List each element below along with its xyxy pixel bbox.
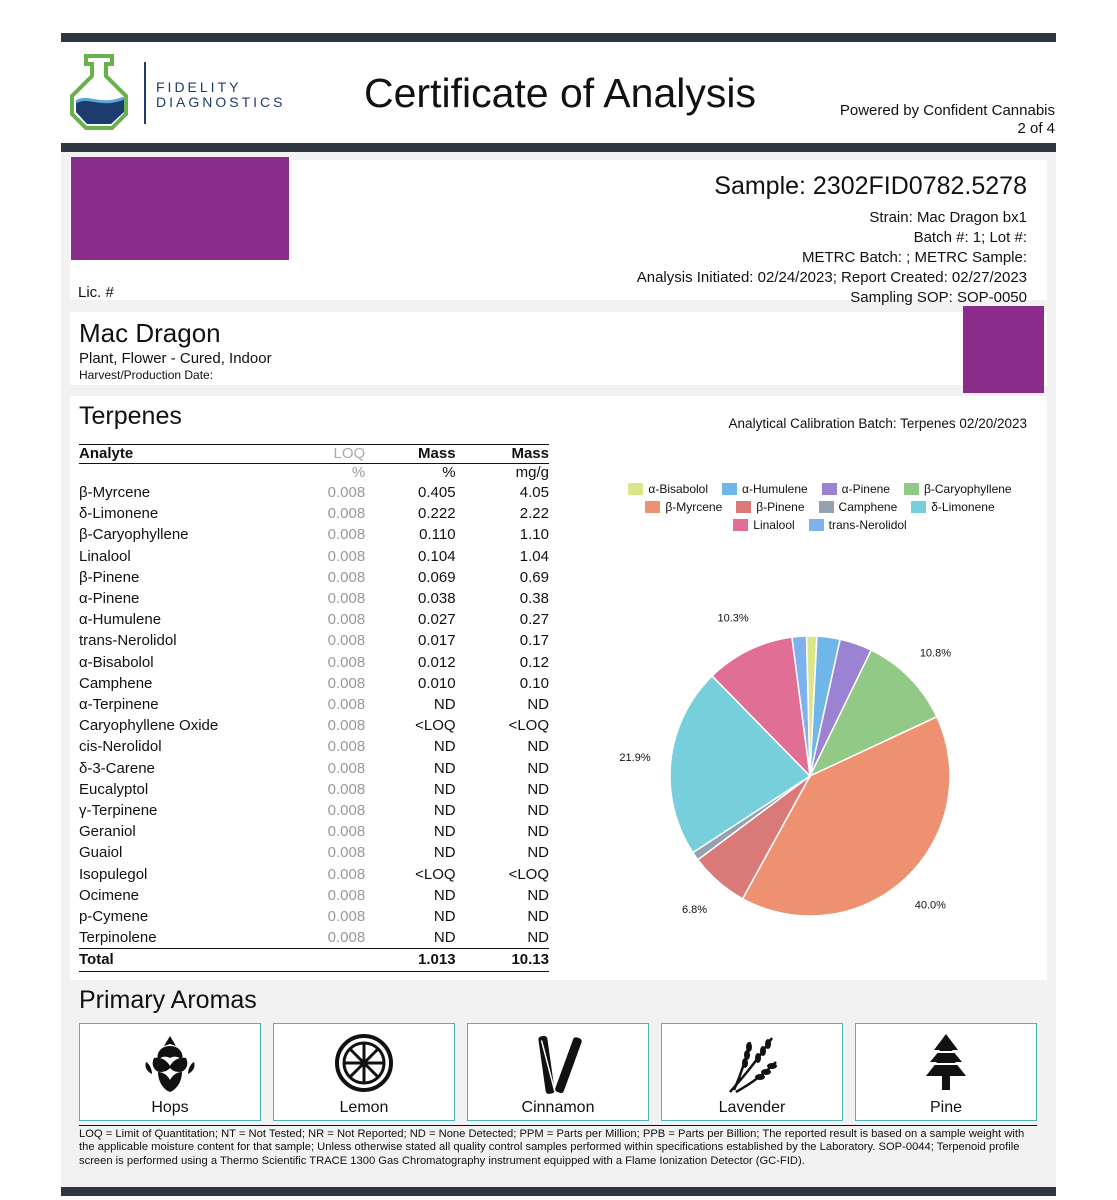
table-row (79, 715, 549, 736)
aroma-card-lavender (661, 1023, 843, 1121)
cell-mass-mgg: 0.17 (519, 632, 549, 650)
cell-mass-pct: ND (433, 823, 456, 841)
table-row (79, 864, 549, 885)
aroma-card-hops (79, 1023, 261, 1121)
cell-analyte: cis-Nerolidol (79, 738, 162, 756)
legend-row (600, 516, 1040, 534)
header-loq: LOQ (285, 445, 365, 464)
table-row (79, 842, 549, 863)
page-number: 2 of 4 (1017, 120, 1055, 137)
cell-mass-pct: 0.038 (418, 590, 456, 608)
pie-data-label: 21.9% (619, 751, 651, 764)
legend-swatch (819, 501, 834, 513)
sampling-sop: Sampling SOP: SOP-0050 (850, 289, 1027, 306)
sample-id: Sample: 2302FID0782.5278 (714, 172, 1027, 200)
logo-wordmark (156, 80, 285, 110)
cell-loq: 0.008 (327, 568, 366, 586)
cell-mass-pct: 0.104 (418, 547, 456, 565)
table-row (79, 885, 549, 906)
legend-row (600, 498, 1040, 516)
table-row (79, 736, 549, 757)
cell-analyte: Camphene (79, 674, 153, 692)
cell-loq: 0.008 (327, 526, 366, 544)
cell-mass-mgg: 0.10 (519, 674, 549, 692)
cell-loq: 0.008 (327, 717, 366, 735)
strain: Strain: Mac Dragon bx1 (869, 209, 1027, 226)
hops-icon (140, 1032, 200, 1094)
header-analyte: Analyte (79, 445, 285, 464)
bottom-bar (61, 1187, 1056, 1196)
legend-label: trans-Nerolidol (828, 518, 907, 532)
cell-mass-pct: 0.027 (418, 611, 456, 629)
header-bottom-bar (61, 143, 1056, 152)
chart-legend (600, 480, 1040, 534)
cell-mass-pct: ND (433, 844, 456, 862)
product-type: Plant, Flower - Cured, Indoor (79, 350, 272, 367)
table-row (79, 652, 549, 673)
cell-mass-mgg: 1.04 (519, 547, 549, 565)
total-analyte: Total (79, 949, 285, 971)
legend-item (911, 500, 994, 514)
table-row (79, 758, 549, 779)
cell-mass-pct: ND (433, 929, 456, 947)
legend-label: δ-Limonene (931, 500, 995, 514)
metrc: METRC Batch: ; METRC Sample: (801, 249, 1027, 266)
cell-mass-pct: 0.110 (419, 526, 456, 544)
cell-mass-mgg: ND (527, 759, 549, 777)
legend-label: α-Bisabolol (648, 482, 709, 496)
aroma-card-cinnamon (467, 1023, 649, 1121)
cell-mass-mgg: ND (527, 802, 549, 820)
legend-item (809, 518, 907, 532)
total-loq (285, 949, 365, 971)
table-row (79, 927, 549, 949)
cell-analyte: α-Humulene (79, 611, 162, 629)
terpenes-panel (70, 396, 1047, 980)
cell-loq: 0.008 (327, 505, 366, 523)
cell-mass-mgg: ND (527, 780, 549, 798)
page-title: Certificate of Analysis (364, 70, 756, 116)
cell-analyte: Geraniol (79, 823, 136, 841)
powered-by-text: Powered by Confident Cannabis (839, 102, 1055, 119)
cell-mass-pct: ND (433, 696, 456, 714)
cell-loq: 0.008 (327, 759, 366, 777)
legend-label: β-Caryophyllene (923, 482, 1012, 496)
legend-swatch (645, 501, 660, 513)
cell-loq: 0.008 (327, 908, 366, 926)
aroma-label: Lavender (718, 1099, 786, 1116)
cell-mass-pct: 0.222 (418, 505, 456, 523)
cell-loq: 0.008 (327, 611, 366, 629)
legend-label: β-Pinene (756, 500, 805, 514)
unit-mass-mgg: mg/g (515, 464, 549, 481)
legend-item (904, 482, 1012, 496)
cell-mass-pct: ND (433, 780, 456, 798)
table-row (79, 673, 549, 694)
header-mass-mgg: Mass (456, 445, 549, 464)
table-row (79, 588, 549, 609)
total-mass-mgg: 10.13 (456, 949, 549, 971)
harvest-date: Harvest/Production Date: (79, 368, 214, 382)
legend-label: Camphene (838, 500, 898, 514)
cell-loq: 0.008 (327, 929, 366, 947)
cell-mass-mgg: 4.05 (519, 484, 549, 501)
cell-analyte: β-Caryophyllene (79, 526, 189, 544)
cell-loq: 0.008 (327, 886, 366, 904)
table-row (79, 694, 549, 715)
cell-analyte: p-Cymene (79, 908, 149, 926)
cell-mass-pct: 0.017 (418, 632, 456, 650)
cell-mass-pct: 0.012 (418, 653, 456, 671)
cell-analyte: α-Terpinene (79, 696, 159, 714)
cell-mass-mgg: ND (527, 696, 549, 714)
terpenes-title: Terpenes (79, 402, 182, 430)
cell-mass-pct: <LOQ (415, 717, 456, 735)
cell-mass-mgg: 0.12 (519, 653, 549, 671)
legend-item (819, 500, 898, 514)
table-row (79, 567, 549, 588)
cell-mass-mgg: <LOQ (508, 865, 549, 883)
flask-icon (66, 52, 132, 132)
cell-mass-pct: ND (433, 908, 456, 926)
table-row (79, 821, 549, 842)
table-row (79, 609, 549, 630)
analysis-dates: Analysis Initiated: 02/24/2023; Report Created: 02/27/2023 (636, 269, 1027, 286)
footer-divider (79, 1125, 1037, 1126)
cell-mass-mgg: 0.69 (519, 568, 549, 586)
calibration-batch: Analytical Calibration Batch: Terpenes 02/20/2023 (728, 416, 1027, 431)
cell-analyte: α-Pinene (79, 590, 140, 608)
cell-mass-pct: 0.069 (418, 568, 456, 586)
cell-mass-pct: ND (433, 886, 456, 904)
aromas-title: Primary Aromas (79, 986, 257, 1014)
cell-mass-pct: ND (433, 759, 456, 777)
cell-analyte: β-Myrcene (79, 484, 151, 501)
legend-label: α-Humulene (742, 482, 808, 496)
cell-loq: 0.008 (327, 823, 366, 841)
cell-analyte: Ocimene (79, 886, 140, 904)
footer-notes: LOQ = Limit of Quantitation; NT = Not Tested; NR = Not Reported; ND = None Detected; PPM = Parts per Million; PPB = Parts per Billion; The reported result is based on a sample weight with the applicable moisture content for that sample; Unless otherwise stated all quality control samples performed within specifications established by the Laboratory. SOP-0044; Terpenoid profile screen is performed using a Thermo Scientific TRACE 1300 Gas Chromatography instrument equipped with a Flame Ionization Detector (GC-FID). (79, 1128, 1025, 1167)
cell-analyte: Guaiol (79, 844, 123, 862)
sample-details (637, 208, 1027, 308)
cell-analyte: δ-3-Carene (79, 759, 155, 777)
legend-swatch (733, 519, 748, 531)
cell-mass-pct: ND (433, 802, 456, 820)
lavender-icon (722, 1032, 782, 1098)
cell-analyte: α-Bisabolol (79, 653, 154, 671)
legend-item (722, 482, 808, 496)
table-row (79, 503, 549, 524)
legend-swatch (822, 483, 837, 495)
license-number: Lic. # (78, 284, 114, 301)
cell-analyte: Isopulegol (79, 865, 148, 883)
total-mass-pct: 1.013 (365, 949, 455, 971)
cell-loq: 0.008 (327, 653, 366, 671)
pie-data-label: 10.8% (919, 647, 952, 660)
cell-mass-pct: 0.010 (418, 674, 456, 692)
aroma-label: Pine (929, 1099, 963, 1116)
table-total-row (79, 949, 549, 971)
cell-mass-mgg: ND (527, 738, 549, 756)
cell-loq: 0.008 (327, 802, 366, 820)
legend-label: Linalool (753, 518, 795, 532)
legend-item (645, 500, 722, 514)
cell-loq: 0.008 (327, 484, 366, 501)
table-header-row (79, 445, 549, 464)
pine-icon (916, 1032, 976, 1098)
legend-swatch (722, 483, 737, 495)
header-mass-pct: Mass (365, 445, 455, 464)
cell-analyte: trans-Nerolidol (79, 632, 177, 650)
cell-mass-mgg: ND (527, 886, 549, 904)
cell-loq: 0.008 (327, 780, 366, 798)
table-row (79, 779, 549, 800)
legend-swatch (911, 501, 926, 513)
legend-swatch (809, 519, 824, 531)
terpene-pie-chart (600, 586, 1040, 946)
cell-analyte: Caryophyllene Oxide (79, 717, 219, 735)
cell-mass-mgg: 0.38 (519, 590, 549, 608)
pie-data-label: 6.8% (681, 903, 708, 916)
cell-mass-pct: <LOQ (415, 865, 456, 883)
table-row (79, 630, 549, 651)
cell-loq: 0.008 (327, 632, 366, 650)
legend-item (733, 518, 794, 532)
lemon-icon (334, 1032, 394, 1094)
aroma-label: Hops (151, 1099, 189, 1116)
cell-analyte: Linalool (79, 547, 131, 565)
aroma-card-lemon (273, 1023, 455, 1121)
cell-loq: 0.008 (327, 547, 366, 565)
unit-mass-pct: % (442, 464, 456, 481)
table-row (79, 906, 549, 927)
cell-mass-mgg: <LOQ (508, 717, 549, 735)
cell-loq: 0.008 (327, 674, 366, 692)
logo-line1: FIDELITY (156, 79, 242, 95)
table-row (79, 524, 549, 545)
cell-mass-pct: 0.405 (418, 484, 456, 501)
cell-loq: 0.008 (327, 865, 366, 883)
table-row (79, 800, 549, 821)
aroma-label: Cinnamon (521, 1099, 595, 1116)
cell-mass-mgg: ND (527, 908, 549, 926)
aroma-card-pine (855, 1023, 1037, 1121)
cell-mass-mgg: 2.22 (519, 505, 549, 523)
cell-analyte: Eucalyptol (79, 780, 149, 798)
batch: Batch #: 1; Lot #: (913, 229, 1027, 246)
unit-loq: % (351, 464, 366, 481)
product-name: Mac Dragon (79, 318, 221, 348)
table-units-row (79, 464, 549, 483)
cell-mass-mgg: 0.27 (519, 611, 549, 629)
top-bar (61, 33, 1056, 42)
legend-item (822, 482, 890, 496)
terpenes-table (79, 444, 549, 972)
pie-data-label: 10.3% (717, 612, 749, 625)
legend-swatch (628, 483, 643, 495)
legend-swatch (904, 483, 919, 495)
cell-analyte: γ-Terpinene (79, 802, 158, 820)
aroma-label: Lemon (339, 1099, 389, 1116)
legend-swatch (736, 501, 751, 513)
pie-data-label: 40.0% (914, 899, 946, 912)
logo-line2: DIAGNOSTICS (156, 94, 286, 110)
cell-mass-mgg: ND (527, 929, 549, 947)
powered-by (840, 102, 1055, 138)
cell-mass-pct: ND (433, 738, 456, 756)
cell-analyte: Terpinolene (79, 929, 157, 947)
cell-loq: 0.008 (327, 590, 366, 608)
table-row (79, 482, 549, 503)
legend-label: α-Pinene (841, 482, 890, 496)
product-panel (70, 312, 1047, 385)
legend-item (736, 500, 804, 514)
client-logo-placeholder (71, 157, 289, 260)
cell-mass-mgg: 1.10 (519, 526, 549, 544)
unit-analyte (79, 464, 285, 483)
product-image-placeholder (963, 306, 1044, 393)
legend-item (628, 482, 708, 496)
legend-row (600, 480, 1040, 498)
cell-loq: 0.008 (327, 844, 366, 862)
legend-label: β-Myrcene (665, 500, 723, 514)
sample-panel (70, 160, 1047, 306)
cell-mass-mgg: ND (527, 844, 549, 862)
cell-loq: 0.008 (327, 696, 366, 714)
logo-divider (144, 62, 146, 124)
table-row (79, 546, 549, 567)
cell-analyte: β-Pinene (79, 568, 140, 586)
cell-mass-mgg: ND (527, 823, 549, 841)
cell-analyte: δ-Limonene (79, 505, 159, 523)
cinnamon-icon (528, 1032, 588, 1098)
cell-loq: 0.008 (327, 738, 366, 756)
